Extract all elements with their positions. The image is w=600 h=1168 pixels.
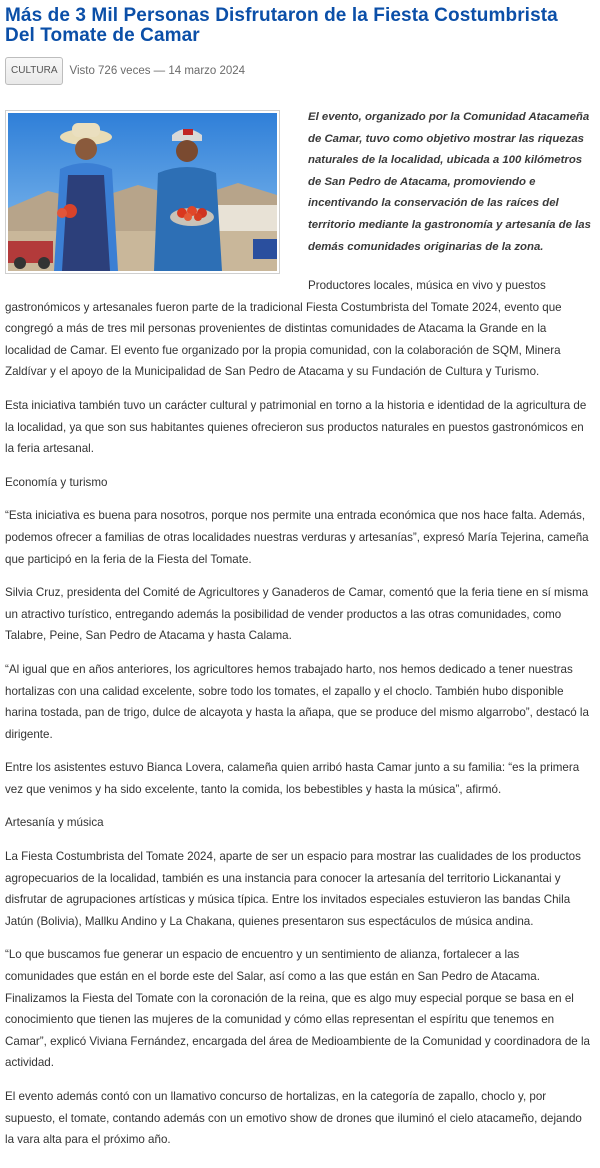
paragraph-2: Esta iniciativa también tuvo un carácter cultural y patrimonial en torno a la historia e identidad de la agricultura de la localidad, ya que son sus habitantes quienes ofrecieron sus productos naturales en puestos gastronómicos en la feria artesanal. [5,398,587,456]
article-photo [5,110,280,274]
paragraph-8: “Lo que buscamos fue generar un espacio de encuentro y un sentimiento de alianza, fortalecer a las comunidades que están en el borde este del Salar, así como a las que están en San Pedro de Atacama. Finalizamos la Fiesta del Tomate con la coronación de la reina, que es algo muy especial porque se basa en el conocimiento que tienen las mujeres de la comunidad y cómo ellas representan el espíritu que tenemos en Camar”, explicó Viviana Fernández, encargada del área de Medioambiente de la Comunidad y coordinadora de la actividad. [5,948,590,1070]
section-heading-economia: Economía y turismo [5,475,108,489]
article-lead: El evento, organizado por la Comunidad Atacameña de Camar, tuvo como objetivo mostrar las riquezas naturales de la localidad, ubicada a 100 kilómetros de San Pedro de Atacama, promoviendo e incentivando la conservación de las raíces del territorio mediante la gastronomía y artesanía de las demás comunidades originarias de la zona. [308,111,591,253]
paragraph-3: “Esta iniciativa es buena para nosotros, porque nos permite una entrada económica que nos hace falta. Además, podemos ofrecer a familias de otras localidades nuestras verduras y artesanías”, expresó María Tejerina, cameña que participó en la feria de la Fiesta del Tomate. [5,509,589,566]
article [5,6,591,1151]
category-tag[interactable]: CULTURA [5,57,63,85]
paragraph-6: Entre los asistentes estuvo Bianca Lovera, calameña quien arribó hasta Camar junto a su familia: “es la primera vez que venimos y ha sido excelente, tanto la comida, los bebestibles y hasta la música”, afirmó. [5,761,580,796]
paragraph-1: Productores locales, música en vivo y puestos gastronómicos y artesanales fueron parte de la tradicional Fiesta Costumbrista del Tomate 2024, evento que congregó a más de tres mil personas provenientes de distintas comunidades de Atacama la Grande en la localidad de Camar. El evento fue organizado por la propia comunidad, con la colaboración de SQM, Minera Zaldívar y el apoyo de la Municipalidad de San Pedro de Atacama y su Fundación de Cultura y Turismo. [5,279,562,379]
tomato-festival-photo-illustration [8,113,277,271]
article-meta [5,57,591,85]
paragraph-5: “Al igual que en años anteriores, los agricultores hemos trabajado harto, nos hemos dedicado a tener nuestras hortalizas con una calidad excelente, sobre todo los tomates, el zapallo y el choclo. También hubo disponible harina tostada, pan de trigo, dulce de alcayota y hasta la añapa, que se produce del mismo algarrobo”, destacó la dirigente. [5,662,589,741]
views-date-text: Visto 726 veces — 14 marzo 2024 [69,65,246,77]
article-title: Más de 3 Mil Personas Disfrutaron de la Fiesta Costumbrista Del Tomate de Camar [5,5,558,46]
article-intro [5,107,591,272]
paragraph-7: La Fiesta Costumbrista del Tomate 2024, aparte de ser un espacio para mostrar las cualidades de los productos agropecuarios de la localidad, también es una instancia para conocer la artesanía del territorio Lickanantai y disfrutar de agrupaciones artísticas y música típica. Entre los invitados especiales estuvieron las bandas Chila Jatún (Bolivia), Mallku Andino y La Chakana, quienes presentaron sus espectáculos de música andina. [5,850,581,928]
paragraph-9: El evento además contó con un llamativo concurso de hortalizas, en la categoría de zapallo, choclo y, por supuesto, el tomate, contando además con un emotivo show de drones que iluminó el cielo atacameño, dejando la vara alta para el próximo año. [5,1090,582,1147]
paragraph-4: Silvia Cruz, presidenta del Comité de Agricultores y Ganaderos de Camar, comentó que la feria tiene en sí misma un atractivo turístico, entregando además la posibilidad de vender productos a las otras comunidades, como Talabre, Peine, San Pedro de Atacama y hasta Calama. [5,586,589,643]
section-heading-artesania: Artesanía y música [5,816,104,830]
